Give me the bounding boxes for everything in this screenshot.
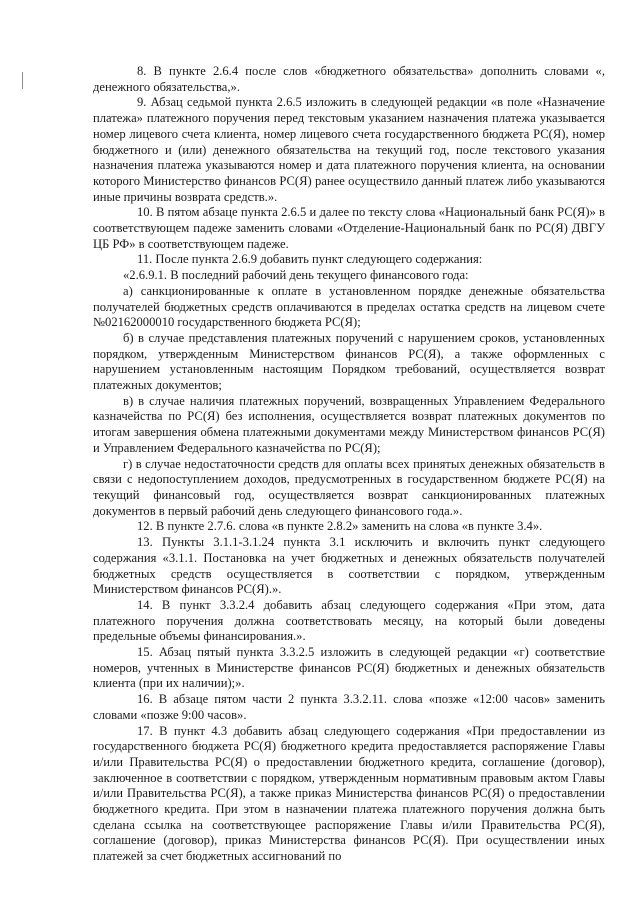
paragraph-item-17: 17. В пункт 4.3 добавить абзац следующего содержания «При предоставлении из государственного бюджета РС(Я) бюджетного кредита предоставляется распоряжение Главы и/или Правительства РС(Я) о предоставлении бюджетного кредита, соглашение (договор), заключенное в соответствии с порядком, утвержденным нормативным правовым актом Главы и/или Правительства РС(Я), а также приказ Министерства финансов РС(Я) о предоставлении бюджетного кредита. При этом в назначении платежа платежного поручения должна быть сделана ссылка на соответствующее распоряжение Главы и/или Правительства РС(Я), соглашение (договор), приказ Министерства финансов РС(Я). При осуществлении иных платежей за счет бюджетных ассигнований по [93,723,605,864]
paragraph-item-14: 14. В пункт 3.3.2.4 добавить абзац следующего содержания «При этом, дата платежного поручения должна соответствовать месяцу, на который были доведены предельные объемы финансирования.». [93,597,605,644]
subparagraph-a: а) санкционированные к оплате в установленном порядке денежные обязательства получателей бюджетных средств оплачиваются в пределах остатка средств на лицевом счете №02162000010 государственного бюджета РС(Я); [93,283,605,330]
subparagraph-v: в) в случае наличия платежных поручений, возвращенных Управлением Федерального казначейства по РС(Я) без исполнения, осуществляется возврат платежных документов по итогам завершения обмена платежными документами между Министерством финансов РС(Я) и Управлением Федерального казначейства по РС(Я); [93,393,605,455]
paragraph-item-9: 9. Абзац седьмой пункта 2.6.5 изложить в следующей редакции «в поле «Назначение платежа» платежного поручения перед текстовым указанием назначения платежа указывается номер лицевого счета клиента, номер лицевого счета государственного бюджета РС(Я), номер бюджетного и (или) денежного обязательства на текущий год, после текстового указания назначения платежа указываются номер и дата платежного поручения клиента, на основании которого Министерство финансов РС(Я) ранее осуществило данный платеж либо указываются иные причины возврата средств.». [93,95,605,204]
subparagraph-g: г) в случае недостаточности средств для оплаты всех принятых денежных обязательств в связи с недопоступлением доходов, предусмотренных в государственном бюджете РС(Я) на текущий финансовый год, осуществляется возврат санкционированных платежных документов в первый рабочий день следующего финансового года.». [93,456,605,518]
paragraph-item-8: 8. В пункте 2.6.4 после слов «бюджетного обязательства» дополнить словами «, денежного обязательства,». [93,64,605,94]
paragraph-2-6-9-1: «2.6.9.1. В последний рабочий день текущего финансового года: [123,268,469,283]
paragraph-item-10: 10. В пятом абзаце пункта 2.6.5 и далее по тексту слова «Национальный банк РС(Я)» в соответствующем падеже заменить словами «Отделение-Национальный банк по РС(Я) ДВГУ ЦБ РФ» в соответствующем падеже. [93,205,605,251]
paragraph-item-11: 11. После пункта 2.6.9 добавить пункт следующего содержания: [137,252,483,267]
paragraph-item-12: 12. В пункте 2.7.6. слова «в пункте 2.8.2» заменить на слова «в пункте 3.4». [137,519,543,534]
paragraph-item-13: 13. Пункты 3.1.1-3.1.24 пункта 3.1 исключить и включить пункт следующего содержания «3.1.1. Постановка на учет бюджетных и денежных обязательств получателей бюджетных средств осуществляется в соответствии с порядком, утвержденным Министерством финансов РС(Я).». [93,535,605,597]
margin-mark [22,72,23,89]
document-body [93,64,605,865]
subparagraph-b: б) в случае представления платежных поручений с нарушением сроков, установленных порядком, утвержденным Министерством финансов РС(Я), а также оформленных с нарушением установленным настоящим Порядком требований, осуществляется возврат платежных документов; [93,330,605,393]
paragraph-item-15: 15. Абзац пятый пункта 3.3.2.5 изложить в следующей редакции «г) соответствие номеров, учтенных в Министерстве финансов РС(Я) бюджетных и денежных обязательств клиента (при их наличии);». [93,645,605,691]
paragraph-item-16: 16. В абзаце пятом части 2 пункта 3.3.2.11. слова «позже «12:00 часов» заменить словами «позже 9:00 часов». [93,692,605,722]
